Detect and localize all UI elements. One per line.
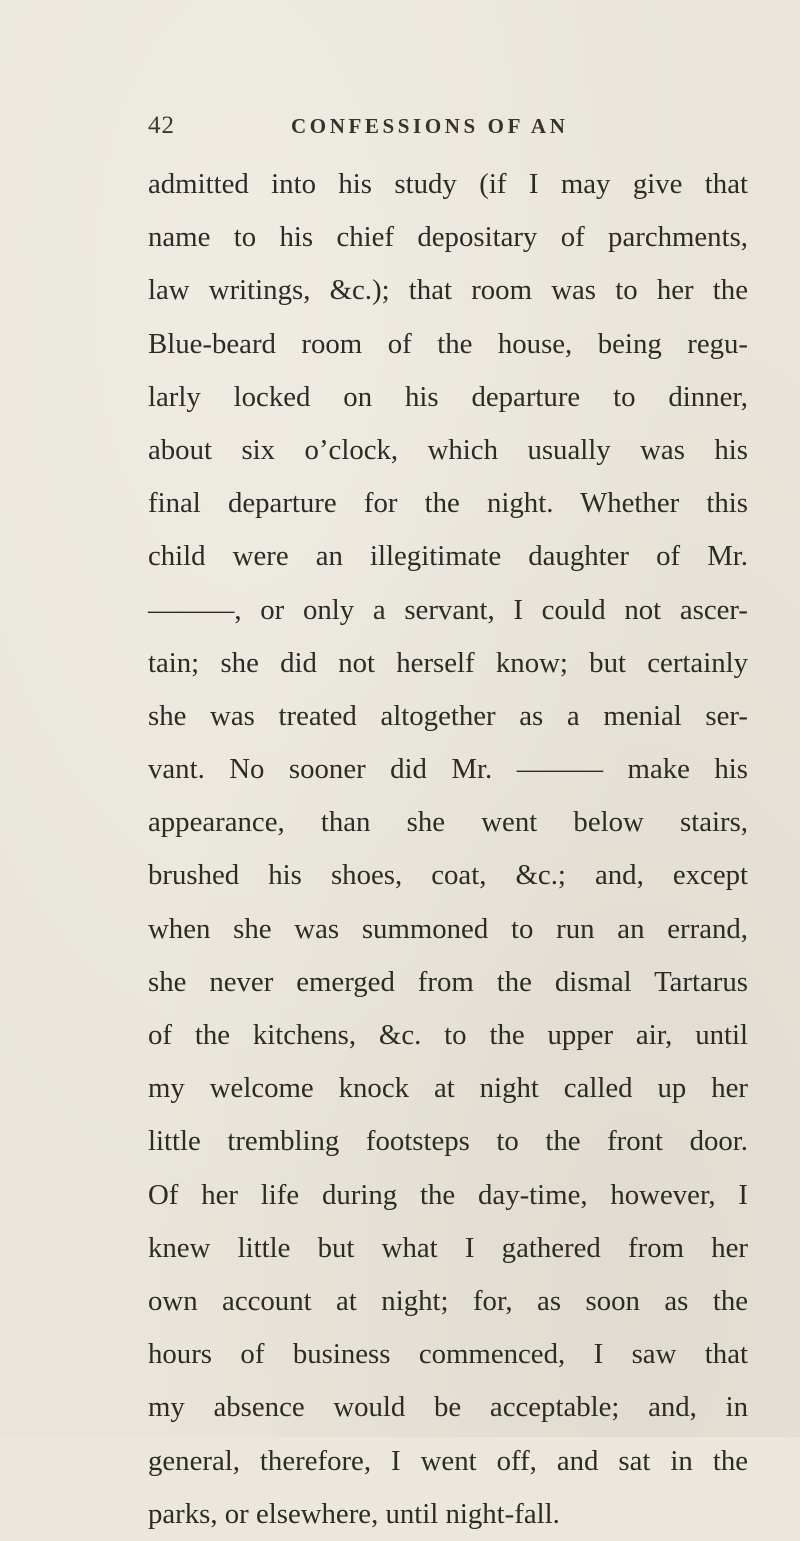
text-line: own account at night; for, as soon as the [148, 1284, 748, 1317]
text-line: larly locked on his departure to dinner, [148, 380, 748, 413]
text-line: Blue-beard room of the house, being regu- [148, 327, 748, 360]
text-line: knew little but what I gathered from her [148, 1231, 748, 1264]
text-line: she never emerged from the dismal Tartarus [148, 965, 748, 998]
text-line: when she was summoned to run an errand, [148, 912, 748, 945]
text-line: little trembling footsteps to the front door. [148, 1125, 748, 1158]
text-line: she was treated altogether as a menial ser- [148, 699, 748, 732]
text-line: of the kitchens, &c. to the upper air, until [148, 1019, 748, 1051]
text-line-last: parks, or elsewhere, until night-fall. [148, 1497, 560, 1530]
text-line: brushed his shoes, coat, &c.; and, except [148, 859, 748, 892]
text-line: Of her life during the day-time, however, I [148, 1178, 748, 1211]
text-line: general, therefore, I went off, and sat in the [148, 1444, 748, 1477]
text-line: final departure for the night. Whether this [148, 487, 748, 520]
text-line: my welcome knock at night called up her [148, 1072, 748, 1105]
running-head [148, 112, 748, 142]
body-text [148, 158, 748, 1541]
text-line: hours of business commenced, I saw that [148, 1338, 748, 1371]
text-line: name to his chief depositary of parchments, [148, 221, 748, 254]
text-line: vant. No sooner did Mr. ——— make his [148, 753, 748, 786]
text-line: appearance, than she went below stairs, [148, 806, 748, 839]
text-line: law writings, &c.); that room was to her the [148, 274, 748, 307]
text-line: ———, or only a servant, I could not ascer- [148, 593, 748, 626]
page-number: 42 [148, 112, 175, 139]
text-line: child were an illegitimate daughter of Mr. [148, 540, 748, 573]
text-line: admitted into his study (if I may give that [148, 168, 748, 200]
text-line: my absence would be acceptable; and, in [148, 1391, 748, 1424]
text-line: tain; she did not herself know; but certainly [148, 646, 748, 679]
running-title: CONFESSIONS OF AN [291, 114, 569, 138]
text-line: about six o’clock, which usually was his [148, 433, 748, 466]
